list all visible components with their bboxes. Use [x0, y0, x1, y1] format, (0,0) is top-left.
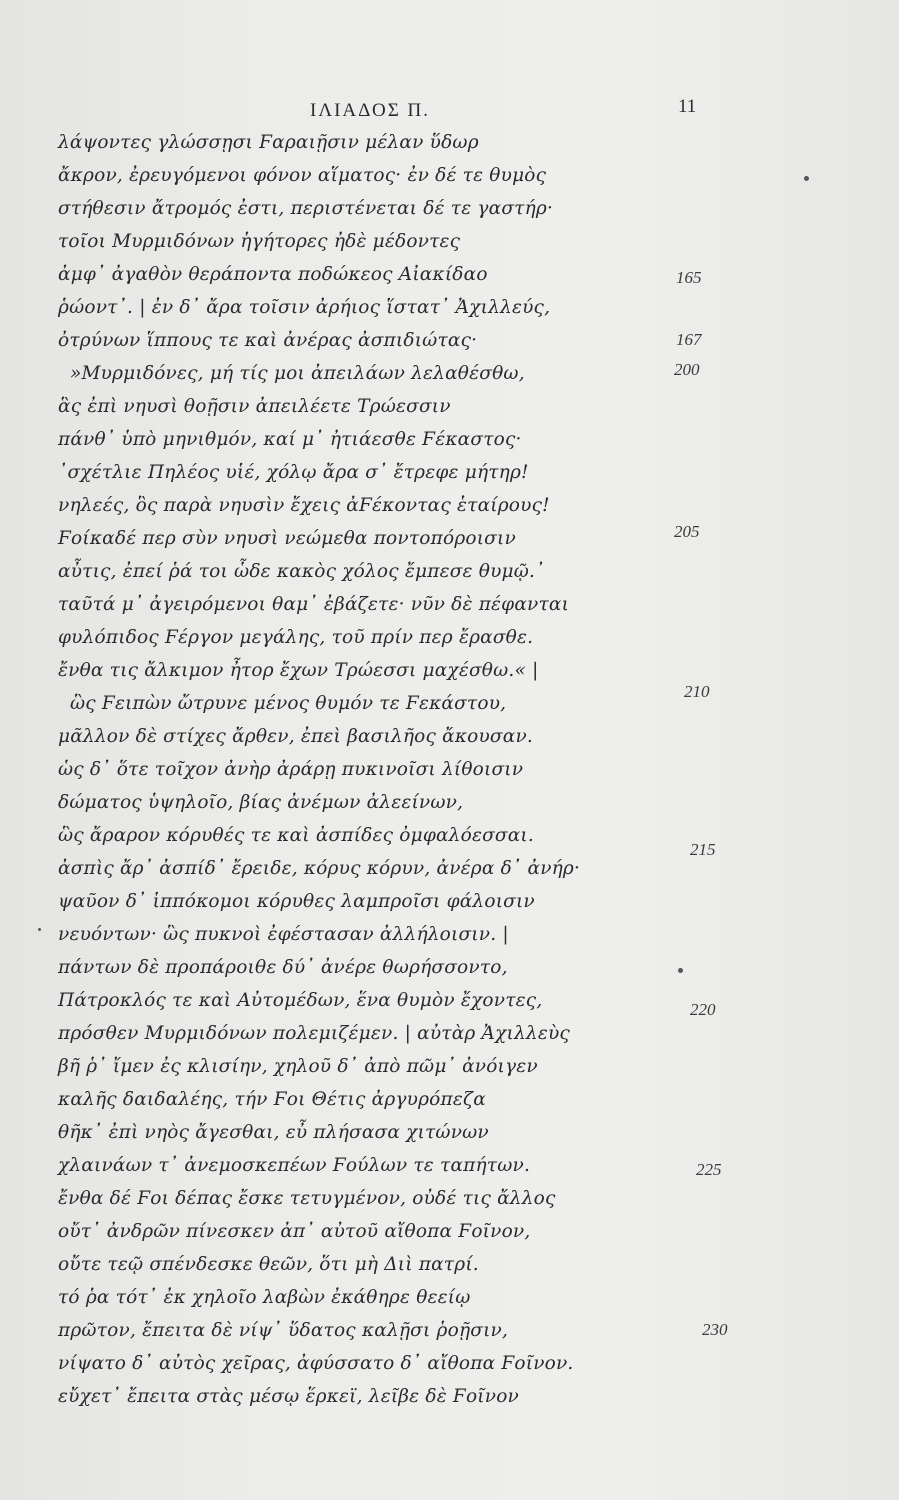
- verse-line: μᾶλλον δὲ στίχες ἄρθεν, ἐπεὶ βασιλῆος ἄκουσαν.: [58, 726, 533, 747]
- verse-line: Ϝοίκαδέ περ σὺν νηυσὶ νεώμεθα ποντοπόροισιν: [58, 528, 516, 549]
- verse-line: οὔτ᾽ ἀνδρῶν πίνεσκεν ἀπ᾽ αὐτοῦ αἴθοπα Ϝοῖνον,: [58, 1221, 531, 1242]
- verse-line: χλαινάων τ᾽ ἀνεμοσκεπέων Ϝούλων τε ταπήτων.: [58, 1155, 531, 1176]
- verse-line: στήθεσιν ἄτρομός ἐστι, περιστένεται δέ τε γαστήρ·: [58, 198, 554, 219]
- verse-line: ὀτρύνων ἵππους τε καὶ ἀνέρας ἀσπιδιώτας·: [58, 330, 478, 351]
- verse-line: Πάτροκλός τε καὶ Αὐτομέδων, ἕνα θυμὸν ἔχοντες,: [58, 990, 543, 1011]
- verse-line: ὡς δ᾽ ὅτε τοῖχον ἀνὴρ ἀράρῃ πυκινοῖσι λίθοισιν: [58, 759, 524, 780]
- verse-line: πρόσθεν Μυρμιδόνων πολεμιζέμεν. | αὐτὰρ Ἀχιλλεὺς: [58, 1023, 570, 1044]
- verse-line: τό ῥα τότ᾽ ἐκ χηλοῖο λαβὼν ἐκάθηρε θεείῳ: [58, 1287, 471, 1308]
- verse-line: νευόντων· ὣς πυκνοὶ ἐφέστασαν ἀλλήλοισιν. |: [58, 924, 509, 945]
- line-number: 205: [674, 522, 700, 541]
- line-number: 225: [696, 1160, 722, 1179]
- line-number: 220: [690, 1000, 716, 1019]
- verse-line: ὣς ἄραρον κόρυθές τε καὶ ἀσπίδες ὀμφαλόεσσαι.: [58, 825, 534, 846]
- verse-line: αὖτις, ἐπεί ῥά τοι ὧδε κακὸς χόλος ἔμπεσε θυμῷ.᾽: [58, 561, 545, 582]
- verse-line: νηλεές, ὃς παρὰ νηυσὶν ἔχεις ἀϜέκοντας ἑταίρους!: [58, 495, 550, 516]
- verse-line: θῆκ᾽ ἐπὶ νηὸς ἄγεσθαι, εὖ πλήσασα χιτώνων: [58, 1122, 489, 1143]
- verse-line: πρῶτον, ἔπειτα δὲ νίψ᾽ ὕδατος καλῇσι ῥοῇσιν,: [58, 1320, 509, 1341]
- verse-line: ψαῦον δ᾽ ἱππόκομοι κόρυθες λαμπροῖσι φάλοισιν: [58, 891, 535, 912]
- verse-line: εὔχετ᾽ ἔπειτα στὰς μέσῳ ἕρκεϊ, λεῖβε δὲ Ϝοῖνον: [58, 1386, 519, 1407]
- verse-line: βῆ ῥ᾽ ἴμεν ἐς κλισίην, χηλοῦ δ᾽ ἀπὸ πῶμ᾽ ἀνόιγεν: [58, 1056, 538, 1077]
- line-number: 210: [684, 682, 710, 701]
- line-number: 165: [676, 268, 702, 287]
- verse-line: ᾽σχέτλιε Πηλέος υἱέ, χόλῳ ἄρα σ᾽ ἔτρεφε μήτηρ!: [58, 462, 529, 483]
- verse-line: »Μυρμιδόνες, μή τίς μοι ἀπειλάων λελαθέσθω,: [70, 363, 525, 384]
- line-number: 167: [676, 330, 702, 349]
- verse-line: ἀμφ᾽ ἀγαθὸν θεράποντα ποδώκεος Αἰακίδαο: [58, 264, 488, 285]
- verse-line: οὔτε τεῷ σπένδεσκε θεῶν, ὅτι μὴ Διὶ πατρί.: [58, 1254, 479, 1275]
- line-number: 230: [702, 1320, 728, 1339]
- verse-line: πάντων δὲ προπάροιθε δύ᾽ ἀνέρε θωρήσσοντο,: [58, 957, 508, 978]
- verse-line: καλῆς δαιδαλέης, τήν Ϝοι Θέτις ἀργυρόπεζα: [58, 1089, 486, 1110]
- verse-line: ἀσπὶς ἄρ᾽ ἀσπίδ᾽ ἔρειδε, κόρυς κόρυν, ἀνέρα δ᾽ ἀνήρ·: [58, 858, 581, 879]
- ink-speck: [804, 176, 809, 181]
- verse-line: δώματος ὑψηλοῖο, βίας ἀνέμων ἀλεείνων,: [58, 792, 464, 813]
- ink-speck: [678, 968, 683, 973]
- line-number: 200: [674, 360, 700, 379]
- verse-line: φυλόπιδος Ϝέργον μεγάλης, τοῦ πρίν περ ἔρασθε.: [58, 627, 534, 648]
- verse-line: ὣς Ϝειπὼν ὤτρυνε μένος θυμόν τε Ϝεκάστου,: [70, 693, 507, 714]
- verse-line: τοῖοι Μυρμιδόνων ἡγήτορες ἠδὲ μέδοντες: [58, 231, 461, 252]
- verse-line: ἃς ἐπὶ νηυσὶ θοῇσιν ἀπειλέετε Τρώεσσιν: [58, 396, 451, 417]
- verse-line: πάνθ᾽ ὑπὸ μηνιθμόν, καί μ᾽ ἠτιάεσθε Ϝέκαστος·: [58, 429, 522, 450]
- verse-line: λάψοντες γλώσσῃσι Ϝαραιῇσιν μέλαν ὕδωρ: [58, 132, 479, 153]
- verse-line: ἄκρον, ἐρευγόμενοι φόνον αἵματος· ἐν δέ τε θυμὸς: [58, 165, 547, 186]
- verse-line: νίψατο δ᾽ αὐτὸς χεῖρας, ἀφύσσατο δ᾽ αἴθοπα Ϝοῖνον.: [58, 1353, 574, 1374]
- verse-line: ἔνθα δέ Ϝοι δέπας ἔσκε τετυγμένον, οὐδέ τις ἄλλος: [58, 1188, 556, 1209]
- page-number: 11: [678, 96, 697, 117]
- ink-speck: [38, 928, 41, 931]
- verse-line: ἔνθα τις ἄλκιμον ἦτορ ἔχων Τρώεσσι μαχέσθω.« |: [58, 660, 539, 681]
- running-head: ΙΛΙΑΔΟΣ Π.: [310, 100, 431, 121]
- verse-line: ταῦτά μ᾽ ἀγειρόμενοι θαμ᾽ ἐβάζετε· νῦν δὲ πέφανται: [58, 594, 570, 615]
- line-number: 215: [690, 840, 716, 859]
- verse-line: ῥώοντ᾽. | ἐν δ᾽ ἄρα τοῖσιν ἀρήιος ἵστατ᾽ Ἀχιλλεύς,: [58, 297, 551, 318]
